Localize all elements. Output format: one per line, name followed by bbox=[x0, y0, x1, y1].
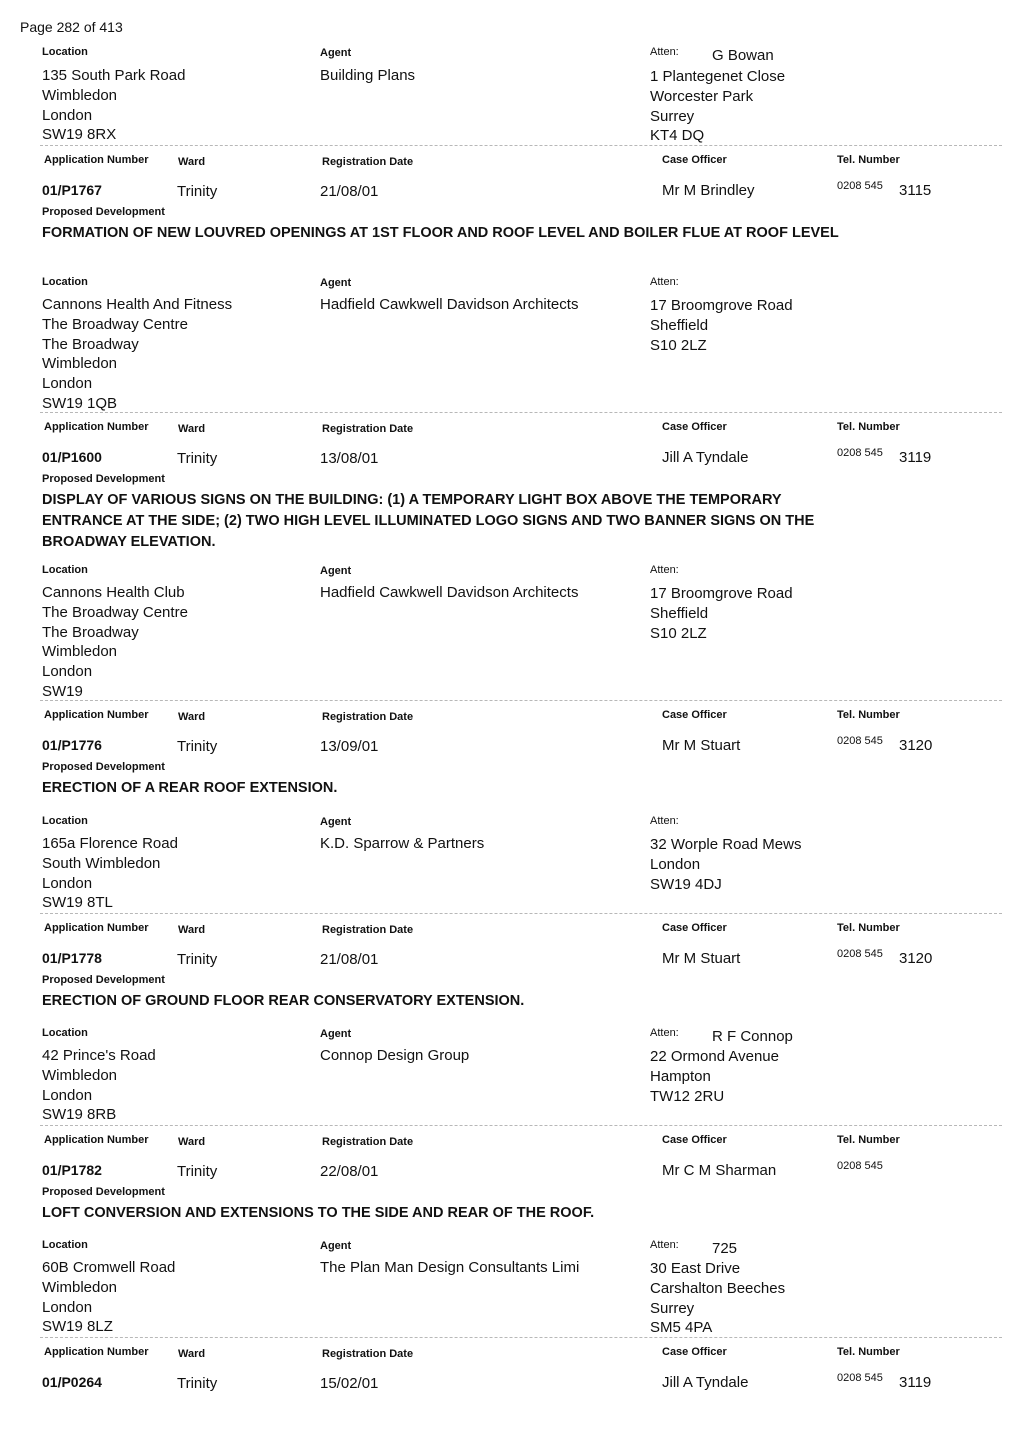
agent-label: Agent bbox=[320, 277, 352, 289]
atten-label: Atten: bbox=[650, 815, 679, 827]
location-label: Location bbox=[42, 1027, 88, 1039]
tel-extension: 3120 bbox=[899, 737, 933, 754]
registration-date: 21/08/01 bbox=[320, 951, 379, 968]
location-label: Location bbox=[42, 276, 88, 288]
application-number-label: Application Number bbox=[44, 709, 149, 721]
tel-number-label: Tel. Number bbox=[837, 1346, 900, 1358]
proposed-development-label: Proposed Development bbox=[42, 473, 165, 485]
location-address: 165a Florence Road South Wimbledon London SW19 8TL bbox=[42, 835, 178, 912]
application-number: 01/P1776 bbox=[42, 737, 102, 753]
location-address: 42 Prince's Road Wimbledon London SW19 8RB bbox=[42, 1047, 156, 1124]
agent-name: Hadfield Cawkwell Davidson Architects bbox=[320, 296, 579, 313]
atten-label: Atten: bbox=[650, 276, 679, 288]
agent-label: Agent bbox=[320, 1240, 352, 1252]
record-divider bbox=[40, 412, 1002, 413]
agent-name: The Plan Man Design Consultants Limi bbox=[320, 1259, 580, 1276]
proposed-development-label: Proposed Development bbox=[42, 761, 165, 773]
atten-address: 17 Broomgrove Road Sheffield S10 2LZ bbox=[650, 297, 793, 354]
tel-extension: 3120 bbox=[899, 950, 933, 967]
registration-date-label: Registration Date bbox=[322, 711, 414, 723]
location-address: 135 South Park Road Wimbledon London SW19 8RX bbox=[42, 67, 186, 144]
record-divider bbox=[40, 700, 1002, 701]
registration-date-label: Registration Date bbox=[322, 924, 414, 936]
application-number-label: Application Number bbox=[44, 421, 149, 433]
tel-number-label: Tel. Number bbox=[837, 421, 900, 433]
ward: Trinity bbox=[177, 1163, 218, 1180]
record-divider bbox=[40, 145, 1002, 146]
agent-label: Agent bbox=[320, 816, 352, 828]
registration-date: 15/02/01 bbox=[320, 1375, 379, 1392]
record-divider bbox=[40, 1337, 1002, 1338]
atten-address: 17 Broomgrove Road Sheffield S10 2LZ bbox=[650, 585, 793, 642]
atten-address: 30 East Drive Carshalton Beeches Surrey SM5 4PA bbox=[650, 1260, 786, 1337]
agent-name: Hadfield Cawkwell Davidson Architects bbox=[320, 584, 579, 601]
agent-name: Building Plans bbox=[320, 67, 416, 84]
case-officer-label: Case Officer bbox=[662, 709, 727, 721]
location-label: Location bbox=[42, 815, 88, 827]
ward-label: Ward bbox=[178, 1136, 206, 1148]
tel-prefix: 0208 545 bbox=[837, 948, 883, 960]
development-description: ERECTION OF A REAR ROOF EXTENSION. bbox=[42, 780, 338, 796]
registration-date-label: Registration Date bbox=[322, 1348, 414, 1360]
agent-label: Agent bbox=[320, 47, 352, 59]
tel-number-label: Tel. Number bbox=[837, 922, 900, 934]
ward-label: Ward bbox=[178, 711, 206, 723]
ward: Trinity bbox=[177, 450, 218, 467]
case-officer: Jill A Tyndale bbox=[662, 1374, 749, 1391]
atten-label: Atten: bbox=[650, 46, 679, 58]
application-number: 01/P1600 bbox=[42, 449, 102, 465]
application-number-label: Application Number bbox=[44, 922, 149, 934]
registration-date: 21/08/01 bbox=[320, 183, 379, 200]
page-number: Page 282 of 413 bbox=[20, 19, 123, 35]
development-description: LOFT CONVERSION AND EXTENSIONS TO THE SIDE AND REAR OF THE ROOF. bbox=[42, 1205, 595, 1221]
location-label: Location bbox=[42, 46, 88, 58]
location-label: Location bbox=[42, 564, 88, 576]
atten-label: Atten: bbox=[650, 1239, 679, 1251]
location-address: Cannons Health And Fitness The Broadway Centre The Broadway Wimbledon London SW19 1QB bbox=[42, 296, 233, 412]
location-label: Location bbox=[42, 1239, 88, 1251]
tel-number-label: Tel. Number bbox=[837, 1134, 900, 1146]
case-officer-label: Case Officer bbox=[662, 1346, 727, 1358]
ward: Trinity bbox=[177, 951, 218, 968]
ward-label: Ward bbox=[178, 156, 206, 168]
ward-label: Ward bbox=[178, 1348, 206, 1360]
case-officer-label: Case Officer bbox=[662, 421, 727, 433]
atten-address: 1 Plantegenet Close Worcester Park Surrey KT4 DQ bbox=[650, 68, 786, 145]
tel-number-label: Tel. Number bbox=[837, 154, 900, 166]
registration-date: 13/09/01 bbox=[320, 738, 379, 755]
application-number-label: Application Number bbox=[44, 1346, 149, 1358]
tel-extension: 3115 bbox=[899, 182, 932, 199]
registration-date-label: Registration Date bbox=[322, 156, 414, 168]
ward: Trinity bbox=[177, 1375, 218, 1392]
case-officer: Mr C M Sharman bbox=[662, 1162, 777, 1179]
ward-label: Ward bbox=[178, 423, 206, 435]
development-description: FORMATION OF NEW LOUVRED OPENINGS AT 1ST FLOOR AND ROOF LEVEL AND BOILER FLUE AT ROOF LEVEL bbox=[42, 225, 839, 241]
proposed-development-label: Proposed Development bbox=[42, 1186, 165, 1198]
proposed-development-label: Proposed Development bbox=[42, 206, 165, 218]
registration-date: 22/08/01 bbox=[320, 1163, 379, 1180]
application-number: 01/P1767 bbox=[42, 182, 102, 198]
atten-address: 32 Worple Road Mews London SW19 4DJ bbox=[650, 836, 802, 893]
registration-date-label: Registration Date bbox=[322, 1136, 414, 1148]
application-number: 01/P1782 bbox=[42, 1162, 102, 1178]
ward: Trinity bbox=[177, 183, 218, 200]
case-officer-label: Case Officer bbox=[662, 1134, 727, 1146]
registration-date-label: Registration Date bbox=[322, 423, 414, 435]
case-officer: Mr M Brindley bbox=[662, 182, 755, 199]
ward-label: Ward bbox=[178, 924, 206, 936]
case-officer: Mr M Stuart bbox=[662, 950, 741, 967]
atten-name: 725 bbox=[712, 1240, 738, 1257]
agent-label: Agent bbox=[320, 1028, 352, 1040]
tel-extension: 3119 bbox=[899, 1374, 932, 1391]
ward: Trinity bbox=[177, 738, 218, 755]
atten-label: Atten: bbox=[650, 1027, 679, 1039]
location-address: Cannons Health Club The Broadway Centre The Broadway Wimbledon London SW19 bbox=[42, 584, 188, 700]
registration-date: 13/08/01 bbox=[320, 450, 379, 467]
record-divider bbox=[40, 913, 1002, 914]
case-officer-label: Case Officer bbox=[662, 154, 727, 166]
tel-number-label: Tel. Number bbox=[837, 709, 900, 721]
agent-name: Connop Design Group bbox=[320, 1047, 470, 1064]
agent-name: K.D. Sparrow & Partners bbox=[320, 835, 485, 852]
record-divider bbox=[40, 1125, 1002, 1126]
tel-prefix: 0208 545 bbox=[837, 447, 883, 459]
proposed-development-label: Proposed Development bbox=[42, 974, 165, 986]
agent-label: Agent bbox=[320, 565, 352, 577]
tel-prefix: 0208 545 bbox=[837, 1372, 883, 1384]
application-number: 01/P1778 bbox=[42, 950, 102, 966]
development-description: DISPLAY OF VARIOUS SIGNS ON THE BUILDING: (1) A TEMPORARY LIGHT BOX ABOVE THE TEMPORARY ENTRANCE AT THE SIDE; (2) TWO HIGH LEVEL ILLUMINATED LOGO SIGNS AND TWO BANNER SIGNS ON THE BROADWAY ELEVATION. bbox=[42, 492, 815, 550]
tel-prefix: 0208 545 bbox=[837, 180, 883, 192]
tel-prefix: 0208 545 bbox=[837, 735, 883, 747]
case-officer: Jill A Tyndale bbox=[662, 449, 749, 466]
atten-name: R F Connop bbox=[712, 1028, 793, 1045]
atten-label: Atten: bbox=[650, 564, 679, 576]
tel-prefix: 0208 545 bbox=[837, 1160, 883, 1172]
case-officer-label: Case Officer bbox=[662, 922, 727, 934]
atten-name: G Bowan bbox=[712, 47, 774, 64]
application-number-label: Application Number bbox=[44, 154, 149, 166]
location-address: 60B Cromwell Road Wimbledon London SW19 8LZ bbox=[42, 1259, 176, 1336]
development-description: ERECTION OF GROUND FLOOR REAR CONSERVATORY EXTENSION. bbox=[42, 993, 525, 1009]
atten-address: 22 Ormond Avenue Hampton TW12 2RU bbox=[650, 1048, 779, 1105]
application-number: 01/P0264 bbox=[42, 1374, 102, 1390]
tel-extension: 3119 bbox=[899, 449, 932, 466]
case-officer: Mr M Stuart bbox=[662, 737, 741, 754]
application-number-label: Application Number bbox=[44, 1134, 149, 1146]
